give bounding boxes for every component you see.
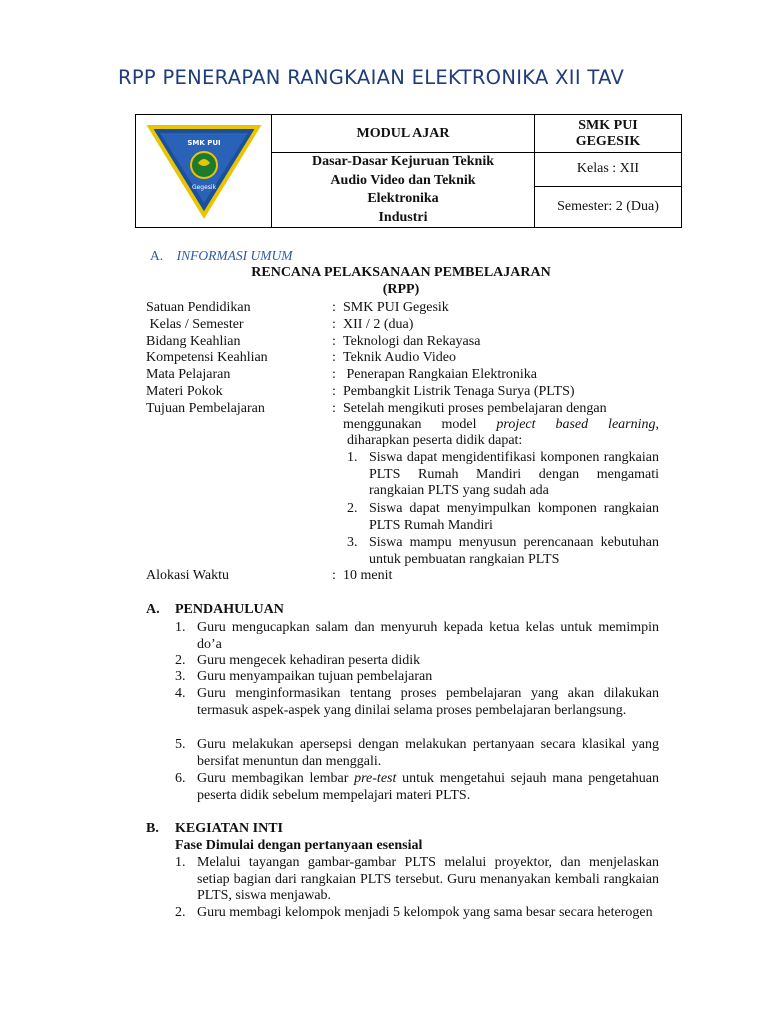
info-colon: : [332, 384, 336, 399]
school-name-cell: SMK PUI GEGESIK [535, 115, 682, 153]
kelas-cell: Kelas : XII [535, 153, 682, 187]
info-value: Setelah mengikuti proses pembelajaran dengan [343, 401, 607, 416]
section-heading: KEGIATAN INTI [175, 821, 284, 836]
rpp-title: RENCANA PELAKSANAAN PEMBELAJARAN [251, 265, 551, 280]
info-value: SMK PUI Gegesik [343, 300, 449, 315]
list-number: 1. [175, 855, 186, 870]
section-letter: B. [146, 821, 159, 836]
info-colon: : [332, 300, 336, 315]
info-colon: : [332, 350, 336, 365]
list-item: Guru menyampaikan tujuan pembelajaran [197, 669, 433, 684]
info-label: Materi Pokok [146, 384, 223, 399]
list-item: Siswa dapat mengidentifikasi komponen rangkaian PLTS Rumah Mandiri dengan mengamati rangkaian PLTS yang sudah ada [369, 450, 659, 498]
info-value: XII / 2 (dua) [343, 317, 414, 332]
section-letter: A. [146, 602, 160, 617]
list-number: 2. [347, 501, 358, 516]
svg-text:SMK PUI: SMK PUI [186, 138, 221, 147]
info-label: Kelas / Semester [146, 317, 244, 332]
list-item: Guru melakukan apersepsi dengan melakukan pertanyaan secara klasikal yang bersifat menuntun dan menggali. [197, 737, 659, 769]
list-item: Guru membagi kelompok menjadi 5 kelompok yang sama besar secara heterogen [197, 905, 653, 920]
info-value: Teknologi dan Rekayasa [343, 334, 481, 349]
list-number: 6. [175, 771, 186, 786]
info-colon: : [332, 317, 336, 332]
list-item: Guru mengucapkan salam dan menyuruh kepada ketua kelas untuk memimpin do’a [197, 620, 659, 652]
subject-cell: Dasar-Dasar Kejuruan Teknik Audio Video dan Teknik Elektronika Industri [272, 153, 535, 228]
list-item: Guru menginformasikan tentang proses pembelajaran yang akan dilakukan termasuk aspek-aspek yang dinilai selama proses pembelajaran berlangsung. [197, 686, 659, 718]
list-number: 2. [175, 905, 186, 920]
document-title: RPP PENERAPAN RANGKAIAN ELEKTRONIKA XII TAV [118, 66, 625, 89]
logo-cell [136, 115, 272, 228]
info-value: Penerapan Rangkaian Elektronika [343, 367, 537, 382]
info-value: Pembangkit Listrik Tenaga Surya (PLTS) [343, 384, 575, 399]
svg-text:Gegesik: Gegesik [191, 183, 216, 191]
list-number: 4. [175, 686, 186, 701]
info-label: Bidang Keahlian [146, 334, 241, 349]
modul-ajar-cell: MODUL AJAR [272, 115, 535, 153]
tujuan-line: menggunakan model project based learning, [343, 417, 659, 432]
info-label: Satuan Pendidikan [146, 300, 251, 315]
header-table [135, 114, 682, 228]
info-label: Tujuan Pembelajaran [146, 401, 265, 416]
list-number: 1. [347, 450, 358, 465]
tujuan-line: diharapkan peserta didik dapat: [347, 433, 523, 448]
list-item: Guru mengecek kehadiran peserta didik [197, 653, 421, 668]
semester-cell: Semester: 2 (Dua) [535, 186, 682, 227]
list-number: 3. [175, 669, 186, 684]
informasi-umum-heading: A. INFORMASI UMUM [150, 248, 293, 263]
school-logo [144, 119, 264, 219]
info-value: Teknik Audio Video [343, 350, 457, 365]
info-colon: : [332, 367, 336, 382]
phase-heading: Fase Dimulai dengan pertanyaan esensial [175, 838, 423, 853]
info-label: Alokasi Waktu [146, 568, 229, 583]
section-heading: PENDAHULUAN [175, 602, 284, 617]
list-item: Siswa mampu menyusun perencanaan kebutuhan untuk pembuatan rangkaian PLTS [369, 535, 659, 567]
list-item: Guru membagikan lembar pre-test untuk mengetahui sejauh mana pengetahuan peserta didik sebelum mempelajari materi PLTS. [197, 771, 660, 803]
info-label: Kompetensi Keahlian [146, 350, 268, 365]
list-number: 1. [175, 620, 186, 635]
rpp-subtitle: (RPP) [382, 282, 420, 297]
info-label: Mata Pelajaran [146, 367, 231, 382]
list-number: 5. [175, 737, 186, 752]
info-colon: : [332, 401, 336, 416]
info-colon: : [332, 334, 336, 349]
info-colon: : [332, 568, 336, 583]
info-value: 10 menit [343, 568, 393, 583]
list-number: 3. [347, 535, 358, 550]
list-item: Melalui tayangan gambar-gambar PLTS melalui proyektor, dan menjelaskan setiap bagian dari rangkaian PLTS tersebut. Guru menanyakan kembali rangkaian PLTS, siswa menjawab. [197, 855, 659, 903]
list-item: Siswa dapat menyimpulkan komponen rangkaian PLTS Rumah Mandiri [369, 501, 659, 533]
list-number: 2. [175, 653, 186, 668]
